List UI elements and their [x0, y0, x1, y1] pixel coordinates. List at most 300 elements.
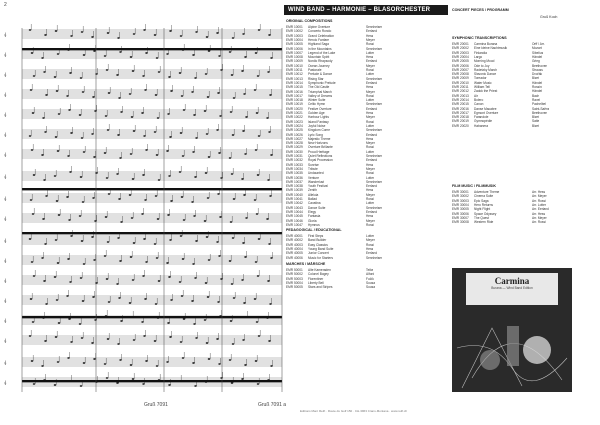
top-right-label: Gruß Koch [540, 15, 558, 19]
catalog-code: EMR 40001 [286, 234, 303, 238]
note-head [182, 155, 185, 157]
note-head [83, 263, 86, 265]
catalog-code: EMR 20019 [452, 119, 469, 124]
note-head [41, 257, 44, 259]
note-head [142, 275, 145, 277]
note-head [155, 94, 158, 96]
catalog-title: Western Ride [474, 220, 494, 225]
catalog-composer: Sennheiser [366, 46, 383, 51]
note-head [30, 89, 33, 91]
catalog-code: EMR 50004 [286, 280, 303, 285]
catalog-code: EMR 50001 [286, 268, 303, 272]
note-head [241, 378, 244, 380]
note-head [180, 341, 183, 343]
catalog-title: Slavonic Dance [474, 72, 497, 77]
note-head [207, 296, 210, 298]
cover-artwork [452, 268, 572, 392]
catalog-title: In the Mountains [308, 46, 332, 51]
note-head [182, 357, 185, 359]
catalog-row [452, 220, 546, 224]
catalog-code: EMR 10004 [286, 37, 303, 42]
catalog-title: Lyric Song [308, 132, 323, 137]
instrument-label: 𝄞 [4, 238, 7, 243]
catalog-composer: Lotter [366, 123, 375, 128]
catalog-title: Canon [474, 102, 484, 107]
note-head [170, 299, 173, 301]
catalog-composer: Eerland [366, 132, 377, 137]
note-head [142, 383, 145, 385]
note-head [31, 52, 34, 54]
note-head [117, 37, 120, 39]
note-head [57, 53, 60, 55]
note-head [144, 199, 147, 201]
catalog-title: Rising Star [308, 76, 324, 81]
note-head [145, 360, 148, 362]
note-head [156, 154, 159, 156]
note-head [95, 172, 98, 174]
catalog-title: Adventure Theme [474, 190, 500, 194]
catalog-title: Danse Macabre [474, 106, 497, 111]
note-head [43, 179, 46, 181]
catalog-code: EMR 10015 [286, 85, 303, 90]
note-head [81, 240, 84, 242]
note-head [255, 360, 258, 362]
note-head [43, 280, 46, 282]
catalog-title: Cinema Suite [474, 194, 494, 199]
catalog-code: EMR 40006 [286, 255, 303, 260]
catalog-composer: Strauss [532, 67, 543, 72]
catalog-row [286, 223, 374, 227]
catalog-code: EMR 30002 [452, 194, 469, 199]
note-head [242, 339, 245, 341]
note-head [94, 220, 97, 222]
catalog-footer: Editions Marc Reift · Route du Golf 150 · CH-3963 Crans-Montana · www.reift.ch [300, 409, 408, 413]
catalog-code: EMR 10035 [286, 171, 303, 176]
cover-title: Carmina [494, 276, 530, 286]
catalog-composer: Eerland [366, 251, 377, 256]
note-head [42, 218, 45, 220]
catalog-composer: Arr. Hess [532, 190, 546, 194]
catalog-code: EMR 10023 [286, 119, 303, 124]
catalog-composer: Eerland [366, 59, 377, 64]
catalog-code: EMR 40002 [286, 238, 303, 243]
note-head [256, 112, 259, 114]
note-head [141, 213, 144, 215]
note-head [54, 276, 57, 278]
catalog-title: Cavatina [308, 201, 321, 206]
catalog-title: Air [474, 93, 478, 98]
catalog-title: Gymnopédie [474, 119, 493, 124]
catalog-code: EMR 10028 [286, 141, 303, 146]
catalog-code: EMR 30004 [452, 202, 469, 207]
catalog-composer: Rossi [366, 42, 374, 47]
note-head [233, 198, 236, 200]
note-head [192, 362, 195, 364]
note-head [82, 91, 85, 93]
catalog-title: Morning Mood [474, 59, 495, 64]
catalog-composer: Eerland [366, 184, 377, 189]
note-head [95, 282, 98, 284]
note-head [167, 322, 170, 324]
note-head [120, 221, 123, 223]
catalog-code: EMR 20018 [452, 115, 469, 120]
instrument-label: 𝄞 [4, 174, 7, 179]
catalog-composer: Sennheiser [366, 128, 383, 133]
catalog-title: Kingdom Come [308, 128, 330, 133]
catalog-code: EMR 20014 [452, 97, 469, 102]
note-head [205, 73, 208, 75]
catalog-title: Triumphal March [308, 89, 332, 94]
note-head [92, 96, 95, 98]
catalog-composer: Meyer [366, 37, 375, 42]
note-head [41, 154, 44, 156]
catalog-code: EMR 40004 [286, 246, 303, 251]
note-head [242, 33, 245, 35]
catalog-title: Youth Festival [308, 184, 328, 189]
catalog-code: EMR 10013 [286, 76, 303, 81]
note-head [205, 172, 208, 174]
note-head [133, 339, 136, 341]
catalog-code: EMR 10017 [286, 93, 303, 98]
catalog-composer: Teike [366, 268, 374, 272]
catalog-code: EMR 10014 [286, 80, 303, 85]
note-head [266, 218, 269, 220]
instrument-label: 𝄞 [4, 72, 7, 77]
catalog-title: Bolero [474, 97, 484, 102]
note-head [244, 153, 247, 155]
catalog-composer: Sennheiser [366, 25, 383, 29]
catalog-title: Habanera [474, 123, 488, 128]
catalog-title: Toreador [474, 76, 487, 81]
note-head [207, 197, 210, 199]
note-head [269, 94, 272, 96]
note-head [205, 282, 208, 284]
col5-heading: MARCHES / MÄRSCHE [286, 262, 326, 266]
note-head [29, 135, 32, 137]
catalog-composer: Rossi [366, 145, 374, 150]
note-head [243, 194, 246, 196]
catalog-code: EMR 10016 [286, 89, 303, 94]
note-head [130, 256, 133, 258]
catalog-code: EMR 50005 [286, 285, 303, 290]
catalog-composer: Hess [366, 55, 374, 60]
note-head [195, 31, 198, 33]
note-head [168, 76, 171, 78]
note-head [107, 32, 110, 34]
system-beam [22, 232, 282, 234]
note-head [55, 30, 58, 32]
catalog-composer: Pachelbel [532, 102, 546, 107]
note-head [133, 130, 136, 132]
catalog-composer: Händel [532, 89, 543, 94]
note-head [241, 178, 244, 180]
note-head [104, 255, 107, 257]
note-head [66, 196, 69, 198]
note-head [119, 157, 122, 159]
note-head [144, 298, 147, 300]
note-head [142, 174, 145, 176]
catalog-title: Ballad [308, 197, 317, 201]
note-head [158, 179, 161, 181]
note-head [193, 323, 196, 325]
catalog-composer: Lotter [366, 201, 375, 206]
note-head [206, 133, 209, 135]
catalog-code: EMR 20008 [452, 72, 469, 77]
note-head [168, 276, 171, 278]
note-head [132, 279, 135, 281]
note-head [105, 115, 108, 117]
note-head [155, 303, 158, 305]
catalog-code: EMR 10021 [286, 111, 303, 115]
catalog-composer: Hess [366, 136, 374, 141]
note-head [192, 151, 195, 153]
note-head [233, 97, 236, 99]
note-head [270, 154, 273, 156]
note-head [116, 283, 119, 285]
catalog-title: Stars and Stripes [308, 285, 333, 290]
note-head [257, 275, 260, 277]
catalog-composer: Sibelius [532, 50, 544, 55]
catalog-code: EMR 10026 [286, 132, 303, 137]
note-head [158, 280, 161, 282]
note-head [41, 57, 44, 59]
catalog-title: Easy Classics [308, 242, 328, 247]
catalog-composer: Arr. Eerland [532, 207, 549, 212]
note-head [270, 365, 273, 367]
catalog-composer: Lotter [366, 98, 375, 103]
catalog-composer: Lotter [366, 50, 375, 55]
catalog-code: EMR 10011 [286, 68, 303, 72]
note-head [81, 31, 84, 33]
catalog-composer: Meyer [366, 218, 375, 223]
note-head [192, 263, 195, 265]
catalog-code: EMR 10043 [286, 205, 303, 210]
note-head [45, 303, 48, 305]
catalog-code: EMR 10046 [286, 218, 303, 223]
note-head [80, 385, 83, 387]
catalog-title: New Horizons [308, 141, 328, 146]
instrument-label: 𝄞 [4, 112, 7, 117]
note-head [133, 242, 136, 244]
note-head [44, 340, 47, 342]
catalog-composer: Sousa [366, 285, 376, 290]
note-head [269, 195, 272, 197]
note-head [270, 57, 273, 59]
catalog-code: EMR 10041 [286, 197, 303, 201]
instrument-label: 𝄞 [4, 216, 7, 221]
col4-heading: PEDAGOGICAL / EDUCATIONAL [286, 228, 342, 232]
catalog-code: EMR 10002 [286, 29, 303, 34]
note-head [157, 117, 160, 119]
note-head [169, 336, 172, 338]
note-head [58, 214, 61, 216]
note-head [66, 295, 69, 297]
catalog-composer: Sousa [366, 280, 376, 285]
note-head [257, 174, 260, 176]
cover-image [452, 268, 572, 392]
catalog-composer: Fučík [366, 276, 374, 281]
catalog-code: EMR 10038 [286, 184, 303, 189]
note-head [130, 364, 133, 366]
catalog-composer: Orff / Arr. [532, 42, 545, 46]
score-page [0, 0, 299, 425]
catalog-title: Hymnus [308, 222, 320, 227]
instrument-label: 𝄞 [4, 196, 7, 201]
note-head [43, 71, 46, 73]
note-head [267, 280, 270, 282]
note-head [108, 301, 111, 303]
note-head [166, 361, 169, 363]
catalog-code: EMR 10020 [286, 106, 303, 111]
top-section-heading: CONCERT PIECES / PROGRAMM [452, 8, 509, 12]
catalog-title: Alleluia [308, 192, 319, 197]
note-head [80, 176, 83, 178]
note-head [194, 277, 197, 279]
note-head [245, 116, 248, 118]
note-head [266, 117, 269, 119]
catalog-title: Celtic Hymn [308, 102, 326, 107]
instrument-label: 𝄞 [4, 258, 7, 263]
note-head [55, 336, 58, 338]
catalog-title: Winter Suite [308, 98, 326, 103]
note-head [54, 384, 57, 386]
note-head [180, 235, 183, 237]
note-head [81, 337, 84, 339]
catalog-title: Dance Suite [308, 205, 326, 210]
note-head [41, 365, 44, 367]
note-head [183, 109, 186, 111]
catalog-code: EMR 10045 [286, 214, 303, 219]
note-head [118, 198, 121, 200]
score-staves [0, 0, 298, 425]
note-head [70, 235, 73, 237]
note-head [67, 258, 70, 260]
note-head [116, 173, 119, 175]
note-head [157, 218, 160, 220]
note-head [70, 35, 73, 37]
note-head [268, 34, 271, 36]
catalog-composer: Eerland [366, 158, 377, 163]
catalog-code: EMR 30003 [452, 198, 469, 203]
catalog-title: Alte Kameraden [308, 268, 331, 272]
catalog-code: EMR 30008 [452, 220, 469, 225]
system-beam [22, 380, 282, 382]
note-head [31, 360, 34, 362]
catalog-title: Band Builder [308, 238, 327, 243]
catalog-composer: Arr. Rossi [532, 198, 546, 203]
catalog-code: EMR 20013 [452, 93, 469, 98]
catalog-title: Ocean Journey [308, 63, 330, 68]
catalog-title: First Steps [308, 234, 324, 238]
note-head [257, 75, 260, 77]
note-head [233, 297, 236, 299]
catalog-composer: Grieg [532, 59, 540, 64]
catalog-code: EMR 10030 [286, 149, 303, 154]
catalog-composer: Arr. Rossi [532, 220, 546, 225]
catalog-code: EMR 20011 [452, 85, 469, 89]
note-head [54, 76, 57, 78]
catalog-title: Sunrise [308, 162, 319, 167]
note-head [79, 323, 82, 325]
catalog-title: Undaunted [308, 171, 324, 176]
catalog-title: Junior Concert [308, 251, 329, 256]
catalog-composer: Lotter [366, 234, 375, 238]
note-head [70, 132, 73, 134]
note-head [145, 261, 148, 263]
note-head [119, 359, 122, 361]
note-head [216, 129, 219, 131]
catalog-composer: Ravel [532, 97, 541, 102]
catalog-composer: Satie [532, 119, 540, 124]
catalog-code: EMR 10032 [286, 158, 303, 163]
catalog-composer: Meyer [366, 141, 375, 146]
catalog-title: Symphonic Prelude [308, 80, 336, 85]
note-head [91, 236, 94, 238]
catalog-row [452, 124, 539, 128]
note-head [56, 200, 59, 202]
note-head [107, 129, 110, 131]
catalog-composer: Rossi [366, 242, 374, 247]
catalog-code: EMR 50003 [286, 276, 303, 281]
catalog-title: Golden Age [308, 111, 325, 115]
catalog-composer: Meyer [366, 115, 375, 120]
note-head [143, 238, 146, 240]
catalog-code: EMR 20020 [452, 123, 469, 128]
note-head [232, 343, 235, 345]
catalog-title: Liberty Bell [308, 280, 324, 285]
catalog-title: Carmina Burana [474, 42, 498, 46]
catalog-composer: Sennheiser [366, 205, 383, 210]
note-head [94, 319, 97, 321]
note-head [55, 239, 58, 241]
note-head [83, 151, 86, 153]
catalog-title: Elegy [308, 209, 316, 214]
note-head [168, 175, 171, 177]
catalog-code: EMR 10018 [286, 98, 303, 103]
note-head [191, 91, 194, 93]
note-head [94, 110, 97, 112]
catalog-code: EMR 30005 [452, 207, 469, 212]
system-beam [22, 316, 282, 318]
catalog-title: Heroic Fanfare [308, 37, 330, 42]
catalog-title: The Old Castle [308, 85, 330, 90]
catalog-code: EMR 10006 [286, 46, 303, 51]
note-head [194, 385, 197, 387]
catalog-composer: Arr. Hess [532, 211, 546, 216]
catalog-code: EMR 10010 [286, 63, 303, 68]
note-head [144, 89, 147, 91]
catalog-composer: Dvořák [532, 72, 543, 77]
instrument-label: 𝄞 [4, 338, 7, 343]
note-head [105, 216, 108, 218]
note-head [154, 131, 157, 133]
note-head [230, 221, 233, 223]
note-head [80, 77, 83, 79]
note-head [195, 137, 198, 139]
note-head [106, 377, 109, 379]
note-head [232, 237, 235, 239]
catalog-title: Joyful Noise [308, 123, 326, 128]
note-head [192, 54, 195, 56]
note-head [216, 338, 219, 340]
catalog-composer: Lotter [366, 72, 375, 77]
catalog-title: Largo [474, 54, 483, 59]
note-head [218, 255, 221, 257]
note-head [32, 213, 35, 215]
note-head [207, 96, 210, 98]
note-head [45, 195, 48, 197]
note-head [129, 302, 132, 304]
